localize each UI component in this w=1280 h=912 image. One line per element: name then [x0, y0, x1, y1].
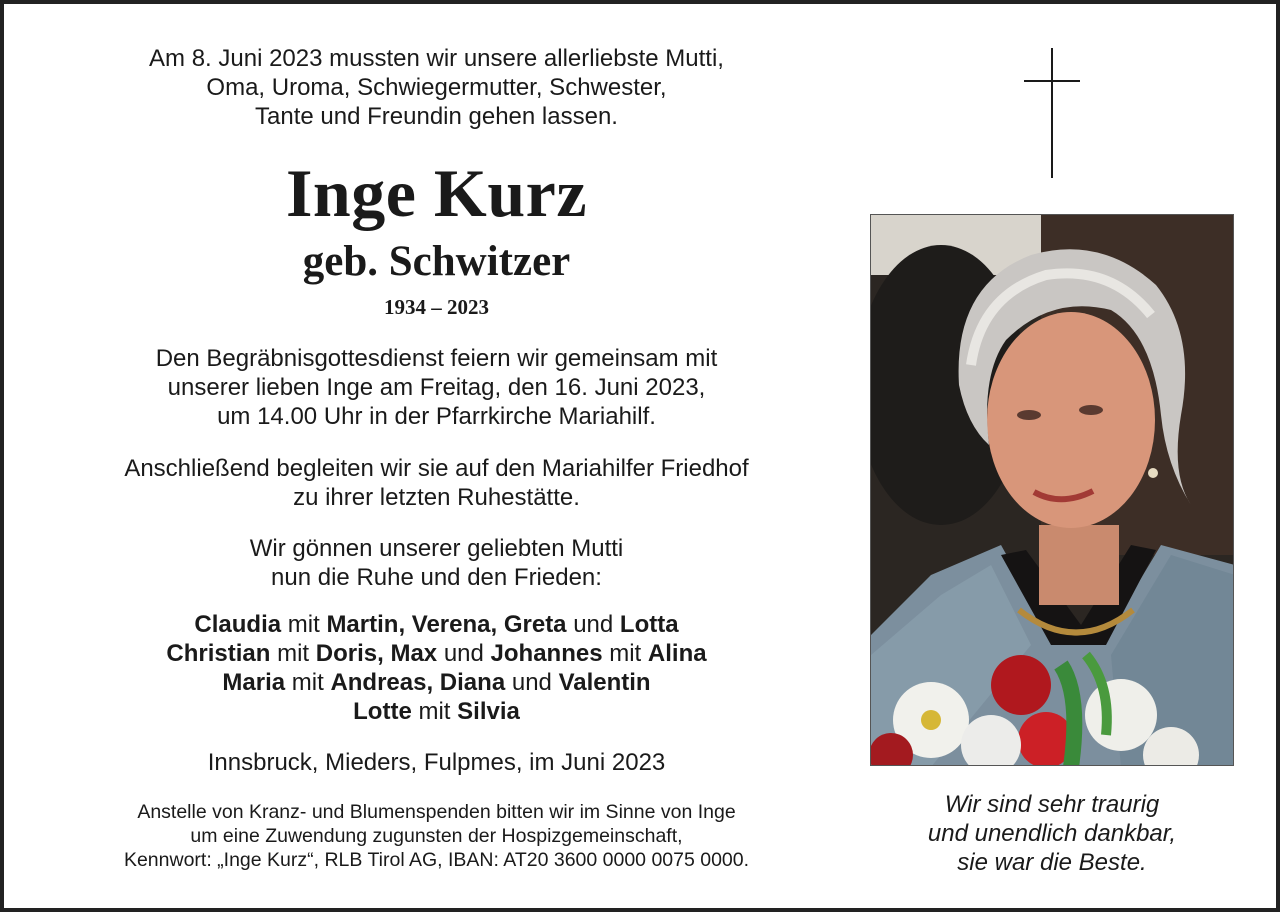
intro-text [44, 44, 829, 131]
mourner-name: Andreas, Diana [330, 669, 506, 696]
mourner-name: Maria [222, 669, 286, 696]
mourner-name: Christian [166, 640, 271, 667]
mourner-name: Alina [647, 640, 707, 667]
donation-note [44, 800, 829, 872]
intro-line: Oma, Uroma, Schwiegermutter, Schwester, [206, 74, 667, 101]
funeral-line: unserer lieben Inge am Freitag, den 16. Juni 2023, [167, 374, 706, 401]
quote-line: und unendlich dankbar, [927, 820, 1177, 847]
rest-text [44, 534, 829, 592]
note-line: um eine Zuwendung zugunsten der Hospizgemeinschaft, [190, 825, 683, 847]
quote [870, 790, 1234, 877]
mourners-list [44, 610, 829, 726]
mourner-name: Johannes [490, 640, 603, 667]
mourner-name: Lotte [353, 698, 412, 725]
birth-name: geb. Schwitzer [302, 238, 571, 285]
mourner-name: Lotta [619, 611, 679, 638]
mourner-line [44, 668, 829, 697]
connector: mit [291, 669, 324, 696]
connector: mit [609, 640, 642, 667]
mourner-name: Doris, Max [315, 640, 438, 667]
mourner-name: Martin, Verena, Greta [326, 611, 567, 638]
connector: mit [287, 611, 320, 638]
note-line: Kennwort: „Inge Kurz“, RLB Tirol AG, IBAN: AT20 3600 0000 0075 0000. [123, 849, 750, 871]
rest-line: nun die Ruhe und den Frieden: [271, 564, 602, 591]
connector: und [573, 611, 614, 638]
mourner-name: Valentin [558, 669, 651, 696]
connector: und [443, 640, 484, 667]
funeral-text [44, 344, 829, 431]
mourner-line [44, 610, 829, 639]
burial-line: Anschließend begleiten wir sie auf den Mariahilfer Friedhof [124, 455, 749, 482]
portrait-photo [870, 214, 1234, 766]
mourner-line [44, 697, 829, 726]
funeral-line: Den Begräbnisgottesdienst feiern wir gemeinsam mit [155, 345, 718, 372]
connector: mit [277, 640, 310, 667]
rest-line: Wir gönnen unserer geliebten Mutti [249, 535, 624, 562]
burial-text [44, 454, 829, 512]
burial-line: zu ihrer letzten Ruhestätte. [293, 484, 580, 511]
life-years: 1934 – 2023 [384, 295, 489, 319]
mourner-line [44, 639, 829, 668]
connector: mit [418, 698, 451, 725]
intro-line: Tante und Freundin gehen lassen. [255, 103, 618, 130]
deceased-name: Inge Kurz [285, 155, 588, 231]
note-line: Anstelle von Kranz- und Blumenspenden bitten wir im Sinne von Inge [137, 801, 736, 823]
mourner-name: Claudia [194, 611, 282, 638]
quote-line: sie war die Beste. [957, 849, 1147, 876]
mourner-name: Silvia [457, 698, 520, 725]
funeral-line: um 14.00 Uhr in der Pfarrkirche Mariahilf. [217, 403, 656, 430]
connector: und [511, 669, 552, 696]
intro-line: Am 8. Juni 2023 mussten wir unsere allerliebste Mutti, [149, 45, 724, 72]
quote-line: Wir sind sehr traurig [944, 791, 1160, 818]
cross-icon [1024, 48, 1080, 178]
place-date: Innsbruck, Mieders, Fulpmes, im Juni 2023 [207, 749, 666, 776]
